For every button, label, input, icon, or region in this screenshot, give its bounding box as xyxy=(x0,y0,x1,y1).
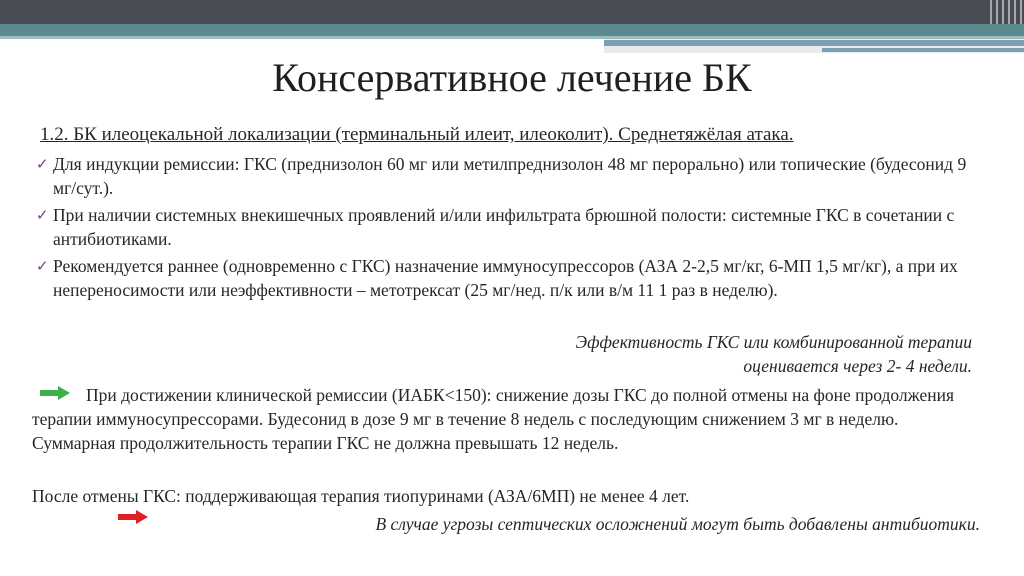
bullet-text: Для индукции ремиссии: ГКС (преднизолон 60 мг или метилпреднизолон 48 мг перорально) или топические (будесонид 9 мг/сут.). xyxy=(53,154,967,198)
remission-paragraph: При достижении клинической ремиссии (ИАБК<150): снижение дозы ГКС до полной отмены на фоне продолжения терапии иммуносупрессорами. Будесонид в дозе 9 мг в течение 8 недель с последующим снижением 3 мг в неделю. Суммарная продолжительность терапии ГКС не должна превышать 12 недель. xyxy=(32,385,955,453)
header-band xyxy=(0,24,1024,36)
header-bar xyxy=(0,0,1024,24)
bullet-item xyxy=(36,254,986,302)
check-icon: ✓ xyxy=(36,155,49,173)
slide-title: Консервативное лечение БК xyxy=(272,55,752,100)
bullet-item xyxy=(36,152,986,200)
maintenance-paragraph: После отмены ГКС: поддерживающая терапия тиопуринами (АЗА/6МП) не менее 4 лет. xyxy=(32,486,690,506)
bullet-item xyxy=(36,203,986,251)
header-stripe-short xyxy=(822,48,1024,52)
check-icon: ✓ xyxy=(36,206,49,224)
sepsis-note: В случае угрозы септических осложнений могут быть добавлены антибиотики. xyxy=(375,514,980,534)
bullet-text: Рекомендуется раннее (одновременно с ГКС) назначение иммуносупрессоров (АЗА 2-2,5 мг/кг, 6-МП 1,5 мг/кг), а при их непереносимости или неэффективности – метотрексат (25 мг/нед. п/к или в/м 11 1 раз в неделю). xyxy=(53,256,958,300)
section-heading: 1.2. БК илеоцекальной локализации (терминальный илеит, илеоколит). Среднетяжёлая атака. xyxy=(40,124,794,145)
header-vertical-lines xyxy=(988,0,1024,24)
check-icon: ✓ xyxy=(36,257,49,275)
header-stripe xyxy=(604,40,1024,46)
right-arrow-icon xyxy=(118,510,148,524)
efficacy-note: Эффективность ГКС или комбинированной терапии оценивается через 2- 4 недели. xyxy=(575,332,972,376)
bullet-text: При наличии системных внекишечных проявлений и/или инфильтрата брюшной полости: системные ГКС в сочетании с антибиотиками. xyxy=(53,205,955,249)
